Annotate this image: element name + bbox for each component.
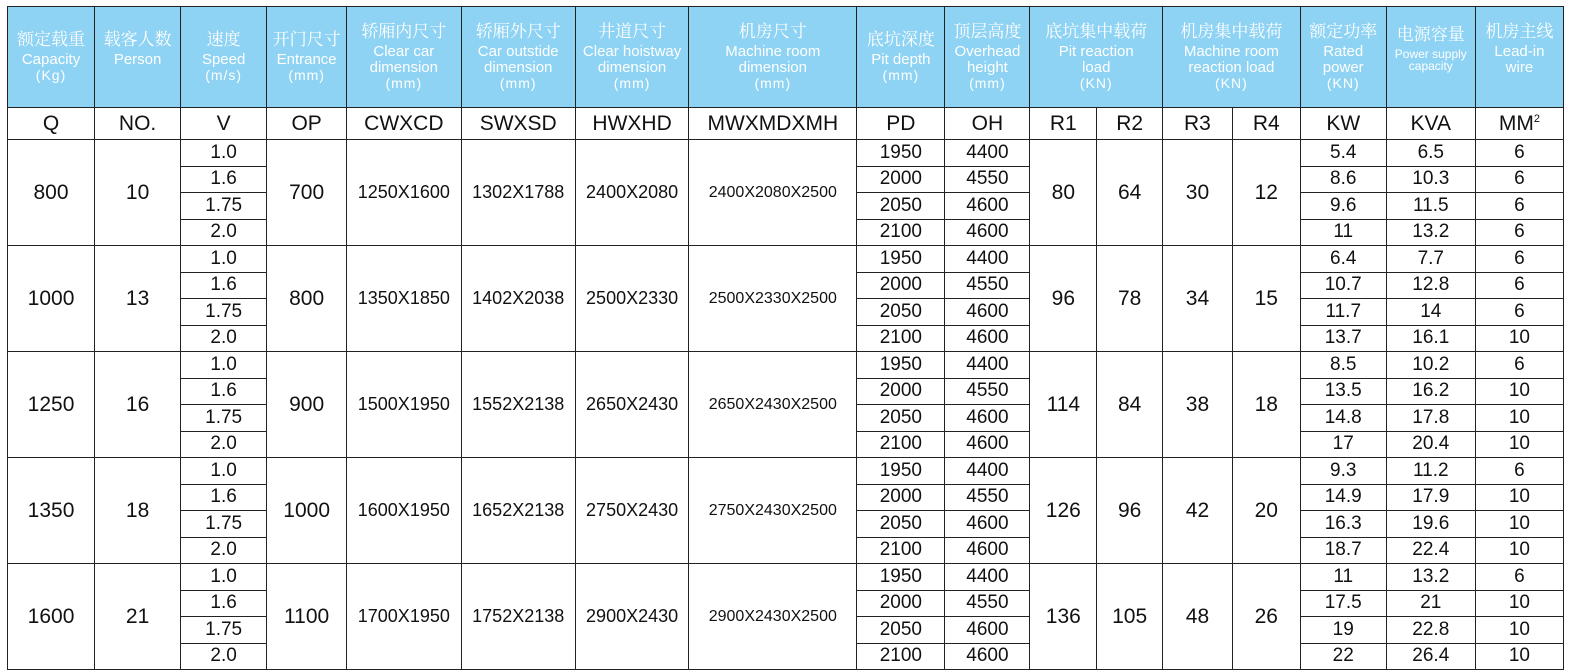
capacity-group — [8, 458, 1564, 564]
column-header-zh: 开门尺寸 — [272, 29, 341, 49]
cell-pit-depth: 1950 — [857, 140, 945, 167]
table-row — [8, 352, 1564, 379]
cell-r3: 34 — [1163, 246, 1233, 352]
cell-speed: 1.75 — [181, 405, 267, 432]
cell-lead-in-wire: 10 — [1475, 643, 1563, 670]
cell-pit-depth: 2000 — [857, 166, 945, 193]
header-row — [8, 7, 1564, 108]
cell-overhead: 4600 — [945, 617, 1030, 644]
cell-hoistway: 2750X2430 — [575, 458, 688, 564]
cell-lead-in-wire: 6 — [1475, 272, 1563, 299]
cell-pit-depth: 2050 — [857, 405, 945, 432]
column-header-unit: (mm) — [969, 74, 1006, 91]
cell-lead-in-wire: 6 — [1475, 140, 1563, 167]
cell-speed: 1.6 — [181, 378, 267, 405]
table-header — [8, 7, 1564, 108]
cell-rated-power: 5.4 — [1300, 140, 1386, 167]
cell-person: 13 — [95, 246, 181, 352]
cell-speed: 1.6 — [181, 166, 267, 193]
column-header — [857, 7, 945, 108]
cell-power-supply: 16.1 — [1386, 325, 1475, 352]
cell-speed: 1.75 — [181, 299, 267, 326]
column-symbol-text: KW — [1326, 111, 1361, 135]
capacity-group — [8, 246, 1564, 352]
column-header-unit: (Kg) — [35, 67, 67, 84]
cell-r1: 126 — [1030, 458, 1097, 564]
column-header-en: Pit depth — [871, 51, 931, 69]
cell-clear-car: 1600X1950 — [347, 458, 461, 564]
column-symbol — [1386, 108, 1475, 140]
cell-speed: 1.0 — [181, 352, 267, 379]
column-symbol-text: V — [216, 111, 231, 135]
cell-r2: 84 — [1097, 352, 1163, 458]
cell-r3: 30 — [1163, 140, 1233, 246]
column-symbol-text: HWXHD — [592, 111, 672, 135]
cell-speed: 1.0 — [181, 564, 267, 591]
column-header-en: reaction load — [1188, 59, 1275, 77]
column-symbol — [267, 108, 347, 140]
column-header-en: height — [966, 59, 1008, 77]
column-symbol-text: R1 — [1049, 111, 1077, 135]
column-header-unit: (mm) — [288, 67, 325, 84]
cell-pit-depth: 2100 — [857, 643, 945, 670]
cell-hoistway: 2650X2430 — [575, 352, 688, 458]
cell-speed: 2.0 — [181, 431, 267, 458]
column-header — [8, 7, 95, 108]
symbol-row — [8, 108, 1564, 140]
cell-speed: 1.6 — [181, 590, 267, 617]
cell-machine-room: 2900X2430X2500 — [689, 564, 857, 670]
column-header-en: dimension — [738, 59, 807, 77]
column-header — [267, 7, 347, 108]
column-header-en: capacity — [1408, 59, 1453, 74]
column-header — [1475, 7, 1563, 108]
cell-overhead: 4550 — [945, 590, 1030, 617]
cell-r1: 114 — [1030, 352, 1097, 458]
cell-power-supply: 22.8 — [1386, 617, 1475, 644]
cell-entrance: 800 — [267, 246, 347, 352]
cell-overhead: 4600 — [945, 405, 1030, 432]
column-symbol — [575, 108, 688, 140]
cell-lead-in-wire: 6 — [1475, 352, 1563, 379]
cell-lead-in-wire: 10 — [1475, 590, 1563, 617]
cell-power-supply: 11.5 — [1386, 193, 1475, 220]
cell-overhead: 4600 — [945, 431, 1030, 458]
column-header-unit — [1387, 73, 1475, 88]
column-header-en: dimension — [484, 59, 553, 77]
column-header-en: Clear car — [373, 43, 435, 61]
table-row — [8, 140, 1564, 167]
cell-speed: 2.0 — [181, 643, 267, 670]
capacity-group — [8, 352, 1564, 458]
cell-overhead: 4550 — [945, 484, 1030, 511]
cell-overhead: 4600 — [945, 511, 1030, 538]
column-header — [945, 7, 1030, 108]
column-symbol — [347, 108, 461, 140]
column-symbol-text: OH — [971, 111, 1004, 135]
cell-pit-depth: 1950 — [857, 352, 945, 379]
table-row — [8, 458, 1564, 485]
column-symbol — [1300, 108, 1386, 140]
column-header-unit: (mm) — [754, 74, 792, 91]
cell-power-supply: 16.2 — [1386, 378, 1475, 405]
column-header-unit: (KN) — [1326, 74, 1360, 91]
cell-pit-depth: 2050 — [857, 617, 945, 644]
column-header-unit: (KN) — [1214, 74, 1248, 91]
column-header-en: Speed — [201, 51, 246, 69]
cell-overhead: 4550 — [945, 378, 1030, 405]
column-header-unit — [95, 68, 180, 83]
cell-r4: 20 — [1232, 458, 1300, 564]
column-header-zh: 顶层高度 — [953, 21, 1022, 41]
column-header — [181, 7, 267, 108]
cell-person: 16 — [95, 352, 181, 458]
cell-pit-depth: 2000 — [857, 378, 945, 405]
cell-machine-room: 2400X2080X2500 — [689, 140, 857, 246]
cell-clear-car: 1500X1950 — [347, 352, 461, 458]
cell-clear-car: 1700X1950 — [347, 564, 461, 670]
column-symbol-text: OP — [291, 111, 322, 135]
cell-pit-depth: 2100 — [857, 431, 945, 458]
cell-rated-power: 9.6 — [1300, 193, 1386, 220]
cell-power-supply: 7.7 — [1386, 246, 1475, 273]
cell-r2: 96 — [1097, 458, 1163, 564]
column-header-zh: 载客人数 — [103, 29, 172, 49]
cell-capacity: 1350 — [8, 458, 95, 564]
cell-speed: 2.0 — [181, 219, 267, 246]
cell-rated-power: 8.6 — [1300, 166, 1386, 193]
cell-overhead: 4400 — [945, 352, 1030, 379]
cell-pit-depth: 1950 — [857, 458, 945, 485]
cell-power-supply: 17.8 — [1386, 405, 1475, 432]
cell-clear-car: 1350X1850 — [347, 246, 461, 352]
column-header — [1030, 7, 1163, 108]
symbol-row-body — [8, 108, 1564, 140]
cell-r2: 78 — [1097, 246, 1163, 352]
cell-hoistway: 2500X2330 — [575, 246, 688, 352]
cell-power-supply: 22.4 — [1386, 537, 1475, 564]
cell-machine-room: 2750X2430X2500 — [689, 458, 857, 564]
cell-power-supply: 13.2 — [1386, 564, 1475, 591]
column-symbol-text: KVA — [1410, 111, 1452, 135]
cell-person: 21 — [95, 564, 181, 670]
column-header — [461, 7, 575, 108]
column-symbol-text: PD — [886, 111, 916, 135]
cell-rated-power: 9.3 — [1300, 458, 1386, 485]
cell-r4: 15 — [1232, 246, 1300, 352]
cell-speed: 1.6 — [181, 272, 267, 299]
column-header-unit: (mm) — [613, 74, 651, 91]
column-header-en: Clear hoistway — [582, 43, 682, 61]
cell-power-supply: 6.5 — [1386, 140, 1475, 167]
cell-r4: 26 — [1232, 564, 1300, 670]
cell-entrance: 700 — [267, 140, 347, 246]
column-header-zh: 轿厢内尺寸 — [361, 21, 447, 41]
cell-r3: 38 — [1163, 352, 1233, 458]
column-header-zh: 机房主线 — [1485, 21, 1554, 41]
column-header-zh: 机房集中载荷 — [1180, 21, 1283, 41]
cell-car-outside: 1402X2038 — [461, 246, 575, 352]
cell-machine-room: 2650X2430X2500 — [689, 352, 857, 458]
table-row — [8, 564, 1564, 591]
cell-overhead: 4600 — [945, 219, 1030, 246]
cell-lead-in-wire: 10 — [1475, 405, 1563, 432]
column-symbol — [1232, 108, 1300, 140]
column-symbol — [1030, 108, 1097, 140]
cell-r4: 12 — [1232, 140, 1300, 246]
cell-lead-in-wire: 10 — [1475, 537, 1563, 564]
column-header-en: Power supply — [1394, 46, 1467, 61]
cell-power-supply: 11.2 — [1386, 458, 1475, 485]
cell-lead-in-wire: 10 — [1475, 617, 1563, 644]
column-header-zh: 机房尺寸 — [738, 21, 807, 41]
cell-lead-in-wire: 6 — [1475, 193, 1563, 220]
column-header-unit: (KN) — [1079, 74, 1113, 91]
column-symbol — [1163, 108, 1233, 140]
cell-person: 10 — [95, 140, 181, 246]
cell-r2: 105 — [1097, 564, 1163, 670]
cell-r1: 96 — [1030, 246, 1097, 352]
column-header-unit: (m/s) — [205, 67, 243, 84]
cell-rated-power: 6.4 — [1300, 246, 1386, 273]
column-header — [1386, 7, 1475, 108]
column-symbol — [461, 108, 575, 140]
column-header-zh: 速度 — [206, 29, 241, 49]
cell-lead-in-wire: 6 — [1475, 458, 1563, 485]
cell-overhead: 4600 — [945, 193, 1030, 220]
cell-overhead: 4400 — [945, 564, 1030, 591]
cell-speed: 1.0 — [181, 458, 267, 485]
cell-power-supply: 10.2 — [1386, 352, 1475, 379]
cell-clear-car: 1250X1600 — [347, 140, 461, 246]
cell-lead-in-wire: 6 — [1475, 299, 1563, 326]
cell-speed: 1.75 — [181, 193, 267, 220]
column-header-zh: 电源容量 — [1396, 24, 1465, 44]
cell-pit-depth: 2000 — [857, 272, 945, 299]
cell-lead-in-wire: 6 — [1475, 219, 1563, 246]
column-header-en: load — [1082, 59, 1111, 77]
cell-speed: 1.0 — [181, 246, 267, 273]
column-header-en: Rated — [1323, 43, 1364, 61]
column-header — [95, 7, 181, 108]
cell-pit-depth: 2100 — [857, 325, 945, 352]
cell-overhead: 4600 — [945, 299, 1030, 326]
column-header-en: Machine room — [725, 43, 821, 61]
cell-r4: 18 — [1232, 352, 1300, 458]
cell-power-supply: 13.2 — [1386, 219, 1475, 246]
column-symbol — [857, 108, 945, 140]
column-header-en: Entrance — [276, 51, 337, 69]
column-header — [689, 7, 857, 108]
cell-power-supply: 10.3 — [1386, 166, 1475, 193]
cell-power-supply: 12.8 — [1386, 272, 1475, 299]
cell-lead-in-wire: 10 — [1475, 378, 1563, 405]
cell-pit-depth: 2050 — [857, 193, 945, 220]
cell-overhead: 4400 — [945, 140, 1030, 167]
cell-power-supply: 26.4 — [1386, 643, 1475, 670]
cell-car-outside: 1552X2138 — [461, 352, 575, 458]
cell-pit-depth: 2050 — [857, 511, 945, 538]
cell-entrance: 900 — [267, 352, 347, 458]
column-symbol — [8, 108, 95, 140]
column-symbol-text: NO. — [118, 111, 157, 135]
cell-rated-power: 14.9 — [1300, 484, 1386, 511]
column-header-zh: 井道尺寸 — [598, 21, 667, 41]
column-symbol — [1097, 108, 1163, 140]
column-header-en: Lead-in — [1494, 43, 1545, 61]
column-symbol-text: SWXSD — [479, 111, 557, 135]
cell-pit-depth: 2100 — [857, 219, 945, 246]
cell-speed: 2.0 — [181, 537, 267, 564]
column-header-en: Overhead — [954, 43, 1021, 61]
cell-rated-power: 11 — [1300, 219, 1386, 246]
column-header-en: dimension — [369, 59, 438, 77]
cell-power-supply: 17.9 — [1386, 484, 1475, 511]
column-header-unit — [1476, 76, 1563, 91]
cell-car-outside: 1752X2138 — [461, 564, 575, 670]
cell-capacity: 1600 — [8, 564, 95, 670]
cell-lead-in-wire: 10 — [1475, 431, 1563, 458]
column-symbol-text: R3 — [1184, 111, 1211, 135]
cell-r3: 42 — [1163, 458, 1233, 564]
column-symbol-superscript: 2 — [1533, 112, 1540, 125]
column-header-en: Capacity — [21, 51, 81, 69]
elevator-spec-table — [7, 6, 1564, 670]
cell-hoistway: 2900X2430 — [575, 564, 688, 670]
cell-rated-power: 8.5 — [1300, 352, 1386, 379]
cell-lead-in-wire: 10 — [1475, 325, 1563, 352]
cell-speed: 1.0 — [181, 140, 267, 167]
cell-power-supply: 20.4 — [1386, 431, 1475, 458]
column-header-zh: 额定载重 — [17, 29, 86, 49]
cell-car-outside: 1652X2138 — [461, 458, 575, 564]
cell-capacity: 1000 — [8, 246, 95, 352]
column-header — [347, 7, 461, 108]
cell-lead-in-wire: 6 — [1475, 246, 1563, 273]
cell-pit-depth: 1950 — [857, 564, 945, 591]
cell-rated-power: 17.5 — [1300, 590, 1386, 617]
column-header — [1163, 7, 1301, 108]
cell-overhead: 4550 — [945, 166, 1030, 193]
cell-rated-power: 17 — [1300, 431, 1386, 458]
cell-lead-in-wire: 10 — [1475, 484, 1563, 511]
cell-rated-power: 13.7 — [1300, 325, 1386, 352]
cell-overhead: 4600 — [945, 643, 1030, 670]
column-header-en: Person — [113, 51, 162, 69]
column-header-unit: (mm) — [499, 74, 537, 91]
cell-r1: 136 — [1030, 564, 1097, 670]
column-header-en: Car outstide — [477, 43, 559, 61]
cell-pit-depth: 2000 — [857, 484, 945, 511]
cell-pit-depth: 2050 — [857, 299, 945, 326]
cell-entrance: 1100 — [267, 564, 347, 670]
cell-overhead: 4550 — [945, 272, 1030, 299]
column-header-zh: 底坑集中载荷 — [1045, 21, 1148, 41]
column-symbol-text: R2 — [1116, 111, 1144, 135]
cell-pit-depth: 1950 — [857, 246, 945, 273]
column-header-zh: 额定功率 — [1309, 21, 1378, 41]
cell-pit-depth: 2100 — [857, 537, 945, 564]
column-header-zh: 轿厢外尺寸 — [475, 21, 561, 41]
column-header-unit: (mm) — [882, 67, 920, 84]
cell-speed: 1.75 — [181, 511, 267, 538]
cell-car-outside: 1302X1788 — [461, 140, 575, 246]
column-header-zh: 底坑深度 — [866, 29, 935, 49]
cell-overhead: 4600 — [945, 325, 1030, 352]
column-header-en: Machine room — [1183, 43, 1279, 61]
cell-hoistway: 2400X2080 — [575, 140, 688, 246]
column-symbol — [181, 108, 267, 140]
cell-power-supply: 14 — [1386, 299, 1475, 326]
cell-speed: 1.6 — [181, 484, 267, 511]
column-symbol — [1475, 108, 1563, 140]
table-row — [8, 246, 1564, 273]
column-symbol — [945, 108, 1030, 140]
cell-power-supply: 21 — [1386, 590, 1475, 617]
cell-rated-power: 16.3 — [1300, 511, 1386, 538]
cell-speed: 1.75 — [181, 617, 267, 644]
column-header-unit: (mm) — [385, 74, 423, 91]
column-header-en: wire — [1505, 59, 1534, 77]
cell-pit-depth: 2000 — [857, 590, 945, 617]
cell-entrance: 1000 — [267, 458, 347, 564]
cell-r3: 48 — [1163, 564, 1233, 670]
column-symbol-text: Q — [42, 111, 60, 135]
cell-capacity: 800 — [8, 140, 95, 246]
cell-overhead: 4400 — [945, 458, 1030, 485]
cell-rated-power: 19 — [1300, 617, 1386, 644]
cell-lead-in-wire: 6 — [1475, 166, 1563, 193]
cell-rated-power: 18.7 — [1300, 537, 1386, 564]
cell-rated-power: 13.5 — [1300, 378, 1386, 405]
capacity-group — [8, 140, 1564, 246]
cell-overhead: 4400 — [945, 246, 1030, 273]
column-header-en: Pit reaction — [1058, 43, 1134, 61]
column-symbol-text: R4 — [1252, 111, 1280, 135]
cell-machine-room: 2500X2330X2500 — [689, 246, 857, 352]
cell-lead-in-wire: 6 — [1475, 564, 1563, 591]
cell-rated-power: 11.7 — [1300, 299, 1386, 326]
capacity-group — [8, 564, 1564, 670]
cell-capacity: 1250 — [8, 352, 95, 458]
column-header-en: power — [1322, 59, 1364, 77]
column-symbol-text: CWXCD — [364, 111, 444, 135]
column-symbol — [95, 108, 181, 140]
column-header — [1300, 7, 1386, 108]
cell-rated-power: 14.8 — [1300, 405, 1386, 432]
cell-power-supply: 19.6 — [1386, 511, 1475, 538]
cell-person: 18 — [95, 458, 181, 564]
column-symbol — [689, 108, 857, 140]
cell-r2: 64 — [1097, 140, 1163, 246]
column-header-en: dimension — [597, 59, 667, 77]
column-symbol-text: MWXMDXMH — [707, 111, 839, 135]
cell-speed: 2.0 — [181, 325, 267, 352]
column-symbol-text: MM — [1498, 111, 1534, 135]
cell-rated-power: 11 — [1300, 564, 1386, 591]
cell-r1: 80 — [1030, 140, 1097, 246]
cell-lead-in-wire: 10 — [1475, 511, 1563, 538]
cell-rated-power: 10.7 — [1300, 272, 1386, 299]
cell-overhead: 4600 — [945, 537, 1030, 564]
column-header — [575, 7, 688, 108]
cell-rated-power: 22 — [1300, 643, 1386, 670]
